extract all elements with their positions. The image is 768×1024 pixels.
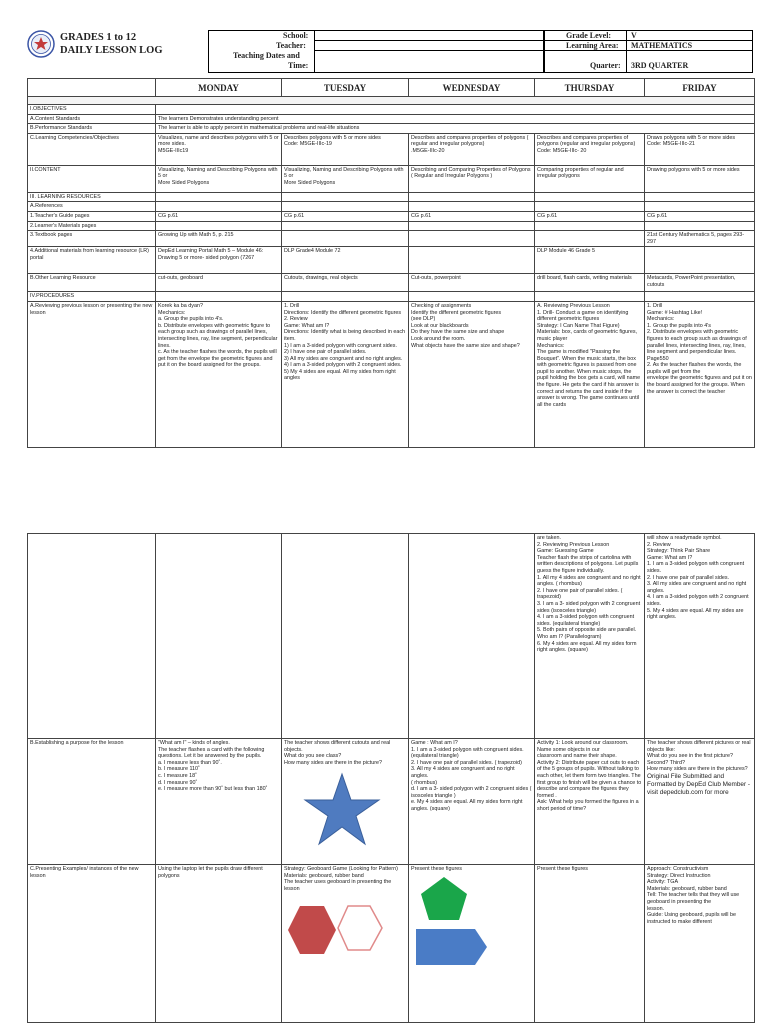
examples-tuesday-cell	[282, 865, 409, 1023]
examples-wednesday-cell	[409, 865, 535, 1023]
additional-tuesday: DLP Grade4 Module 72	[282, 247, 409, 274]
purpose-wednesday: Game : What am I? 1. I am a 3-sided polygon with congruent sides. (equilateral triangle) 2. I have one pair of parallel sides. ( trapezoid) 3. All my 4 sides are congruent and no right angles. ( rhombus) d. I am a 3- sided polygon with 2 congruent sides ( isosceles triangle ) e. My 4 sides are equal. All my sides form right angles. (square)	[409, 739, 535, 865]
purpose-label: B.Establishing a purpose for the lesson	[28, 739, 156, 865]
examples-monday: Using the laptop let the pupils draw different polygons	[156, 865, 282, 1023]
purpose-friday-cell	[645, 739, 755, 865]
other-resource-label: B.Other Learning Resource	[28, 274, 156, 292]
day-tuesday: TUESDAY	[282, 79, 409, 97]
learners-materials-label: 2.Learner's Materials pages	[28, 221, 156, 231]
review-cont-friday: will show a readymade symbol. 2. Review Strategy: Think Pair Share Game: What am I? 1. I am a 3-sided polygon with congruent sides. 2. I have one pair of parallel sides. 3. All my sides are congruent and no right angles. 4. I am a 3-sided polygon with 2 congruent sides. 5. My 4 sides are equal. All my sides are right angles.	[645, 534, 755, 739]
content-standards-text: The learners Demonstrates understanding percent	[156, 114, 755, 124]
hexagons-shape	[284, 900, 404, 960]
review-cont-tuesday	[282, 534, 409, 739]
examples-friday: Approach: Constructivism Strategy: Direct Instruction Activity: TGA Materials: geoboard, rubber band Tell: The teacher tells that they will use geoboard in presenting the lesson. Guide: Using geoboard, pupils will be instructed to make different	[645, 865, 755, 1023]
purpose-tuesday: The teacher shows different cutouts and real objects. What do you see class? How many sides are there in the picture?	[284, 740, 391, 766]
competency-thursday: Describes and compares properties of polygons (regular and irregular polygons) Code: M5GE-IIIc- 20	[535, 133, 645, 165]
textbook-friday: 21st Century Mathematics 5, pages 293-297	[645, 231, 755, 247]
textbook-thursday	[535, 231, 645, 247]
day-thursday: THURSDAY	[535, 79, 645, 97]
additional-monday: DepEd Learning Portal Math 5 – Module 46: Drawing 5 or more- sided polygon (7267	[156, 247, 282, 274]
textbook-wednesday	[409, 231, 535, 247]
objectives-heading: I.OBJECTIVES	[28, 105, 156, 115]
competency-friday: Draws polygons with 5 or more sides Code: M5GE-IIIc-21	[645, 133, 755, 165]
competency-monday: Visualizes, name and describes polygons with 5 or more sides. M5GE-IIIc19	[156, 133, 282, 165]
tg-monday: CG p.61	[156, 211, 282, 221]
teacher-label: Teacher:	[276, 41, 306, 50]
textbook-monday: Growing Up with Math 5, p. 215	[156, 231, 282, 247]
additional-thursday: DLP Module 46 Grade 5	[535, 247, 645, 274]
review-label: A.Reviewing previous lesson or presenting the new lesson	[28, 301, 156, 447]
review-wednesday: Checking of assignments Identify the different geometric figures (see DLP) Look at our blackboards Do they have the same size and shape Look around the room. What objects have the same size and shape?	[409, 301, 535, 447]
tg-wednesday: CG p.61	[409, 211, 535, 221]
depedclub-note: Original File Submitted and Formatted by DepEd Club Member - visit depedclub.com for more	[647, 772, 750, 796]
other-monday: cut-outs, geoboard	[156, 274, 282, 292]
review-monday: Korek ka ba dyan? Mechanics: a. Group the pupils into 4's. b. Distribute envelopes with geometric figure to each group such as drawings of parallel lines, intersecting lines, ray, line segment, perpendicular lines. c. As the teacher flashes the words, the pupils will get from the envelope the geometric figures and put it on the board assigned for the groups.	[156, 301, 282, 447]
review-tuesday: 1. Drill Directions: Identify the different geometric figures 2. Review Game: What am I? Directions: Identify what is being described in each item. 1) I am a 3-sided polygon with congruent sides. 2) I have one pair of parallel sides. 3) All my sides are congruent and no right angles. 4) I am a 3-sided polygon with 2 congruent sides. 5) My 4 sides are equal. All my sides from right angles	[282, 301, 409, 447]
review-cont-monday	[156, 534, 282, 739]
examples-thursday: Present these figures	[535, 865, 645, 1023]
resources-heading: III. LEARNING RESOURCES	[28, 192, 156, 202]
additional-materials-label: 4.Additional materials from learning resource (LR) portal	[28, 247, 156, 274]
examples-wednesday: Present these figures	[411, 866, 462, 872]
day-friday: FRIDAY	[645, 79, 755, 97]
purpose-thursday: Activity 1: Look around our classroom. Name some objects in our classroom and name their shape. Activity 2: Distribute paper cut outs to each of the 5 groups of pupils. Without talking to each other, let them form two triangles. The first group to finish will be given a chance to describe and compare the figures they formed . Ask: What help you formed the figures in a short period of time?	[535, 739, 645, 865]
examples-label: C.Presenting Examples/ instances of the new lesson	[28, 865, 156, 1023]
school-label: School:	[283, 31, 309, 40]
lesson-log-table-continued	[27, 533, 755, 1023]
textbook-label: 3.Textbook pages	[28, 231, 156, 247]
content-label: II.CONTENT	[28, 165, 156, 192]
pentagon-arrow-shapes	[411, 875, 531, 985]
day-monday: MONDAY	[156, 79, 282, 97]
competency-tuesday: Describes polygons with 5 or more sides Code: M5GE-IIIc-19	[282, 133, 409, 165]
purpose-monday: "What am I" – kinds of angles. The teacher flashes a card with the following questions. Let it be answered by the pupils. a. I measure less than 90˚. b. I measure 110˚ c. I measure 18˚ d. I measure 90˚ e. I measure more than 90˚ but less than 180˚	[156, 739, 282, 865]
review-cont-thursday: are taken. 2. Reviewing Previous Lesson Game: Guessing Game Teacher flash the strips of cartolina with written descriptions of polygons. Let pupils guess the figure individually. 1. All my 4 sides are congruent and no right angles. ( rhombus) 2. I have one pair of parallel sides. ( trapezoid) 3. I am a 3- sided polygon with 2 congruent sides (isosceles triangle) 4. I am a 3-sided polygon with congruent sides. (equilateral triangle) 5. Both pairs of opposite side are parallel. Who am I? (Parallelogram) 6. My 4 sides are equal. All my sides form right angles. (square)	[535, 534, 645, 739]
corner-cell	[28, 79, 156, 97]
grade-level-label: Grade Level:	[566, 31, 612, 40]
learning-area-label: Learning Area:	[566, 41, 619, 50]
quarter-value: 3RD QUARTER	[631, 61, 689, 70]
review-cont-wednesday	[409, 534, 535, 739]
content-thursday: Comparing properties of regular and irregular polygons	[535, 165, 645, 192]
content-monday: Visualizing, Naming and Describing Polygons with 5 or More Sided Polygons	[156, 165, 282, 192]
teachers-guide-label: 1.Teacher's Guide pages	[28, 211, 156, 221]
blue-star-shape	[284, 770, 404, 850]
page-one	[0, 0, 768, 470]
additional-wednesday	[409, 247, 535, 274]
content-tuesday: Visualizing, Naming and Describing Polygons with 5 or More Sided Polygons	[282, 165, 409, 192]
purpose-friday: The teacher shows different pictures or real objects like: What do you see in the first picture? Second? Third? How many sides are there in the pictures?	[647, 740, 751, 773]
teaching-dates-label: Teaching Dates and	[233, 51, 300, 60]
performance-standards-text: The learner is able to apply percent in mathematical problems and real-life situations	[156, 124, 755, 134]
time-label: Time:	[288, 61, 309, 70]
content-standards-label: A.Content Standards	[28, 114, 156, 124]
tg-tuesday: CG p.61	[282, 211, 409, 221]
page-two	[0, 533, 768, 1024]
performance-standards-label: B.Performance Standards	[28, 124, 156, 134]
day-wednesday: WEDNESDAY	[409, 79, 535, 97]
tg-thursday: CG p.61	[535, 211, 645, 221]
textbook-tuesday	[282, 231, 409, 247]
competencies-label: C.Learning Competencies/Objectives	[28, 133, 156, 165]
purpose-tuesday-cell	[282, 739, 409, 865]
deped-seal-icon	[27, 30, 55, 58]
references-label: A.References	[28, 202, 156, 212]
procedures-heading: IV.PROCEDURES	[28, 292, 156, 302]
other-wednesday: Cut-outs, powerpoint	[409, 274, 535, 292]
lesson-log-table	[27, 78, 755, 448]
review-friday: 1. Drill Game: # Hashtag Like! Mechanics: 1. Group the pupils into 4's 2. Distribute envelopes with geometric figures to each group such as drawings of parallel lines, intersecting lines, ray, lines, line segment and perpendicular lines. Page550 2. As the teacher flashes the words, the pupils will get from the envelope the geometric figures and put it on the board assigned for the groups. When the answer is correct the teacher	[645, 301, 755, 447]
review-cont-label	[28, 534, 156, 739]
tg-friday: CG p.61	[645, 211, 755, 221]
quarter-label: Quarter:	[590, 61, 621, 70]
other-thursday: drill board, flash cards, writing materials	[535, 274, 645, 292]
examples-tuesday: Strategy: Geoboard Game (Looking for Pattern) Materials: geoboard, rubber band The teacher uses geoboard in presenting the lesson	[284, 866, 398, 892]
grade-level-value: V	[631, 31, 637, 40]
competency-wednesday: Describes and compares properties of polygons ( regular and irregular polygons) .M5GE-IIIc-20	[409, 133, 535, 165]
learning-area-value: MATHEMATICS	[631, 41, 693, 50]
other-tuesday: Cutouts, drawings, real objects	[282, 274, 409, 292]
additional-friday	[645, 247, 755, 274]
content-wednesday: Describing and Comparing Properties of Polygons ( Regular and Irregular Polygons )	[409, 165, 535, 192]
page-title: GRADES 1 to 12 DAILY LESSON LOG	[60, 32, 163, 56]
review-thursday: A. Reviewing Previous Lesson 1. Drill- Conduct a game on identifying different geometric figures Strategy: I Can Name That Figure) Materials: box, cards of geometric figures, music player Mechanics: The game is modified "Passing the Bouquet". When the music starts, the box with geometric figures is passed from one pupil to another. When music stops, the pupil holding the box gets a card, will name the figure. He gets the card if his answer is correct and returns the card inside if the answer is wrong. The game continues until all the cards	[535, 301, 645, 447]
other-friday: Metacards, PowerPoint presentation, cutouts	[645, 274, 755, 292]
content-friday: Drawing polygons with 5 or more sides	[645, 165, 755, 192]
